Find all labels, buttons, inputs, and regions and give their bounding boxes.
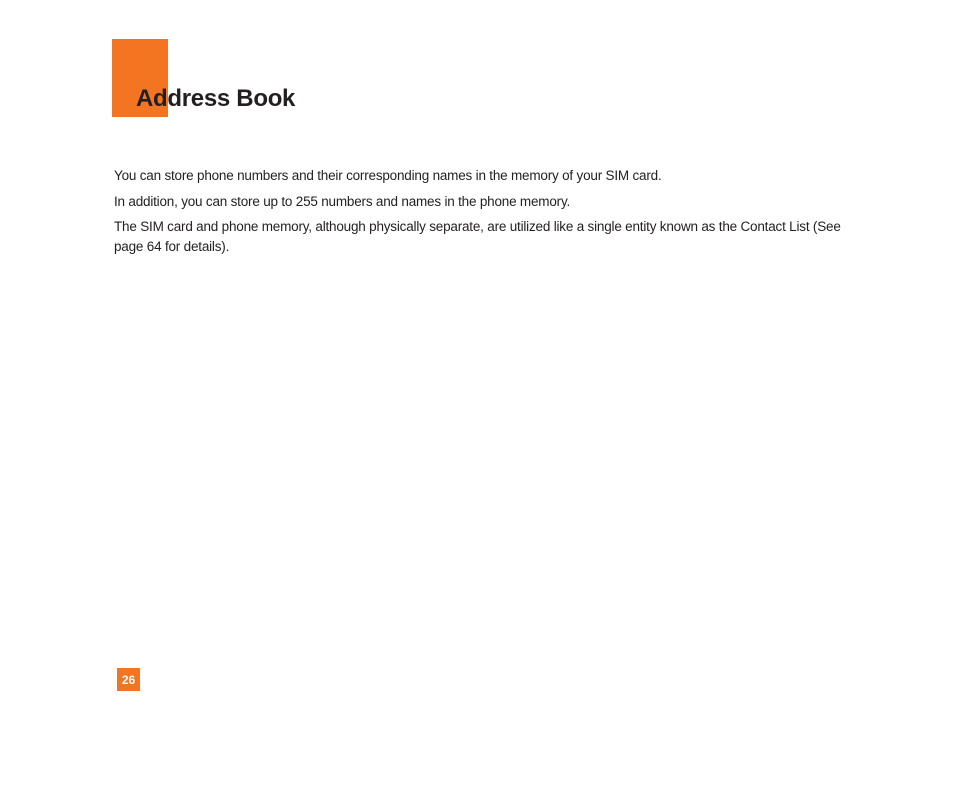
paragraph-contact-list: The SIM card and phone memory, although physically separate, are utilized like a single entity known as the Contact List (See page 64 for details). xyxy=(114,219,841,254)
page-title: Address Book xyxy=(136,85,296,112)
paragraph-sim-storage: You can store phone numbers and their corresponding names in the memory of your SIM card. xyxy=(114,168,662,183)
page-number-badge: 26 xyxy=(117,668,140,691)
body-content xyxy=(114,166,859,263)
paragraph-phone-memory: In addition, you can store up to 255 numbers and names in the phone memory. xyxy=(114,193,571,209)
